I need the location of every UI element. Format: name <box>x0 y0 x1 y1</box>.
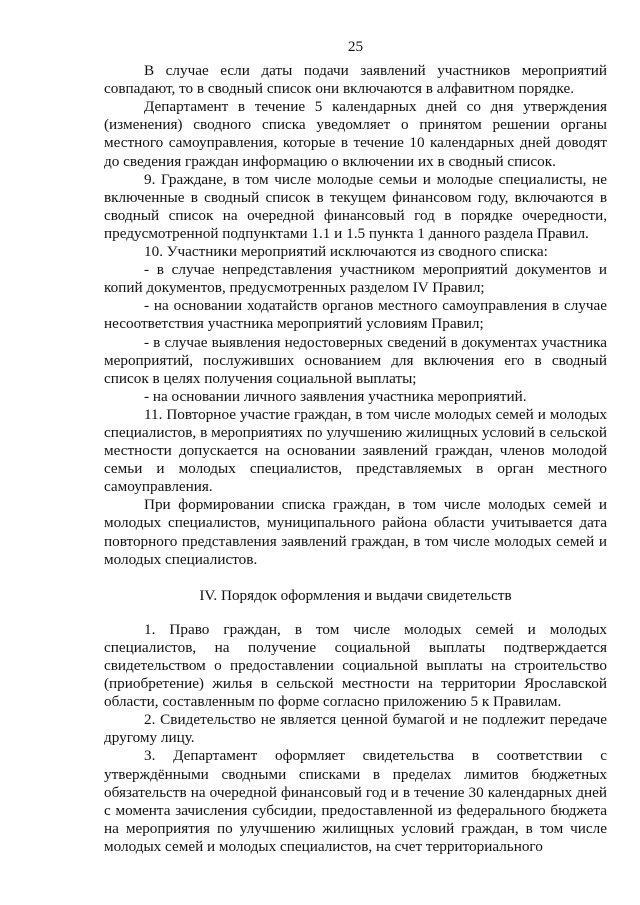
paragraph: Департамент в течение 5 календарных дней со дня утверждения (изменения) сводного списка уведомляет о принятом решении органы местного самоуправления, которые в течение 10 календарных дней доводят до сведения граждан информацию о включении их в сводный список. <box>104 98 607 170</box>
list-item: - в случае выявления недостоверных сведений в документах участника мероприятий, послуживших основанием для включения его в сводный список в целях получения социальной выплаты; <box>104 333 607 387</box>
paragraph: 3. Департамент оформляет свидетельства в соответствии с утверждёнными сводными списками в пределах лимитов бюджетных обязательств на очередной финансовый год и в течение 30 календарных дней с момента зачисления субсидии, предоставленной из федерального бюджета на мероприятия по улучшению жилищных условий граждан, в том числе молодых семей и молодых специалистов, на счет территориального <box>104 747 607 855</box>
paragraph: 11. Повторное участие граждан, в том числе молодых семей и молодых специалистов, в мероприятиях по улучшению жилищных условий в сельской местности допускается на основании заявлений граждан, членов молодой семьи и молодых специалистов, представляемых в орган местного самоуправления. <box>104 405 607 496</box>
page-number: 25 <box>347 38 364 55</box>
paragraph: 1. Право граждан, в том числе молодых семей и молодых специалистов, на получение социальной выплаты подтверждается свидетельством о предоставлении социальной выплаты на строительство (приобретение) жилья в сельской местности на территории Ярославской области, составленным по форме согласно приложению 5 к Правилам. <box>104 620 607 711</box>
paragraph: 9. Граждане, в том числе молодые семьи и молодые специалисты, не включенные в сводный список в текущем финансовом году, включаются в сводный список на очередной финансовый год в порядке очередности, предусмотренной подпунктами 1.1 и 1.5 пункта 1 данного раздела Правил. <box>104 170 607 242</box>
list-item: - на основании личного заявления участника мероприятий. <box>144 387 527 405</box>
section-heading: IV. Порядок оформления и выдачи свидетельств <box>199 586 512 604</box>
paragraph: При формировании списка граждан, в том числе молодых семей и молодых специалистов, муниципального района области учитывается дата повторного представления заявлений граждан, в том числе молодых семей и молодых специалистов. <box>104 496 607 568</box>
paragraph: 2. Свидетельство не является ценной бумагой и не подлежит передаче другому лицу. <box>104 711 607 747</box>
list-item: - на основании ходатайств органов местного самоуправления в случае несоответствия участника мероприятий условиям Правил; <box>104 297 607 333</box>
list-item: - в случае непредставления участником мероприятий документов и копий документов, предусмотренных разделом IV Правил; <box>104 261 607 297</box>
paragraph: 10. Участники мероприятий исключаются из сводного списка: <box>144 243 548 261</box>
paragraph: В случае если даты подачи заявлений участников мероприятий совпадают, то в сводный список они включаются в алфавитном порядке. <box>104 62 607 98</box>
